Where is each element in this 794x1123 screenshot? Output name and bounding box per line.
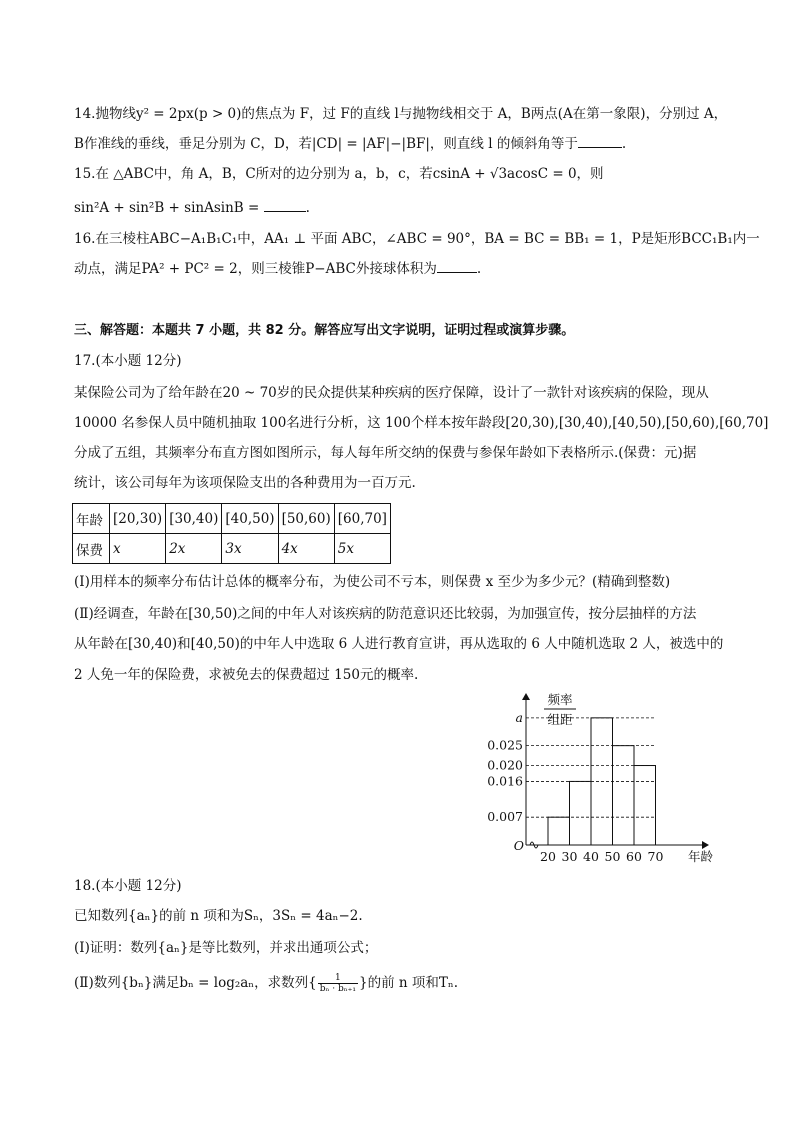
y-axis-label-denominator: 组距 bbox=[547, 712, 573, 727]
p17-stem-line-1: 某保险公司为了给年龄在20 ~ 70岁的民众提供某种疾病的医疗保障，设计了一款针对该疾病的保险，现从 bbox=[74, 385, 709, 401]
x-tick-labels bbox=[540, 849, 663, 864]
y-tick-label: 0.016 bbox=[487, 773, 523, 789]
p18-part2 bbox=[74, 973, 458, 994]
frequency-histogram bbox=[480, 682, 730, 870]
table-cell: [50,60) bbox=[278, 504, 334, 534]
p14-line2-text: B作准线的垂线，垂足分别为 C，D，若|CD| = |AF|−|BF|，则直线 l 的倾斜角等于 bbox=[74, 136, 578, 152]
p15-line2-end: . bbox=[305, 200, 310, 216]
p15-line2-text: sin²A + sin²B + sinAsinB = bbox=[74, 200, 260, 216]
p18-header: 18.(本小题 12分) bbox=[74, 878, 182, 894]
y-tick-label: 0.020 bbox=[487, 757, 523, 773]
table-cell: 5x bbox=[334, 534, 390, 564]
histogram-bar bbox=[613, 746, 635, 845]
section-3-heading: 三、解答题：本题共 7 小题，共 82 分。解答应写出文字说明，证明过程或演算步骤。 bbox=[74, 323, 575, 338]
table-row bbox=[73, 504, 391, 534]
table-cell: 2x bbox=[166, 534, 222, 564]
p16-line2-text: 动点，满足PA² + PC² = 2，则三棱锥P−ABC外接球体积为 bbox=[74, 261, 437, 277]
table-header-cell: 保费 bbox=[73, 534, 110, 564]
p14-line2-end: . bbox=[621, 136, 627, 152]
p14-line2 bbox=[74, 133, 626, 154]
answer-blank bbox=[578, 133, 622, 148]
x-tick-label: 20 bbox=[540, 849, 556, 864]
x-tick-label: 60 bbox=[626, 849, 642, 864]
p18-stem: 已知数列{aₙ}的前 n 项和为Sₙ，3Sₙ = 4aₙ−2. bbox=[74, 908, 363, 924]
answer-blank bbox=[264, 197, 306, 212]
table-cell: 3x bbox=[222, 534, 278, 564]
histogram-bar bbox=[548, 817, 570, 845]
histogram-bar bbox=[634, 766, 656, 845]
answer-blank bbox=[437, 258, 477, 273]
y-tick-label: 0.025 bbox=[487, 737, 523, 753]
p16-line2-end: . bbox=[476, 261, 482, 277]
table-row bbox=[73, 534, 391, 564]
p18-part1: (Ⅰ)证明：数列{aₙ}是等比数列，并求出通项公式； bbox=[74, 940, 378, 956]
table-cell: [20,30) bbox=[110, 504, 166, 534]
fraction-denominator: bₙ · bₙ₊₁ bbox=[319, 984, 356, 994]
histogram-bar bbox=[570, 781, 592, 845]
x-axis-label: 年龄 bbox=[688, 849, 714, 864]
p18-part2-pre: (Ⅱ)数列{bₙ}满足bₙ = log₂aₙ，求数列{ bbox=[74, 975, 317, 991]
x-tick-label: 40 bbox=[583, 849, 599, 864]
origin-label: O bbox=[513, 838, 524, 853]
p17-part2-line-3: 2 人免一年的保险费，求被免去的保费超过 150元的概率. bbox=[74, 667, 419, 683]
p16-line1: 16.在三棱柱ABC−A₁B₁C₁中，AA₁ ⊥ 平面 ABC，∠ABC = 90°，BA = BC = BB₁ = 1，P是矩形BCC₁B₁内一 bbox=[74, 231, 760, 247]
x-tick-label: 70 bbox=[647, 849, 664, 864]
fraction-numerator: 1 bbox=[318, 973, 358, 984]
p18-part2-post: }的前 n 项和Tₙ. bbox=[359, 975, 459, 991]
x-tick-label: 30 bbox=[561, 849, 578, 864]
fee-table bbox=[72, 503, 391, 564]
y-axis-label-numerator: 频率 bbox=[547, 692, 573, 707]
p16-line2 bbox=[74, 258, 481, 279]
x-tick-label: 50 bbox=[604, 849, 621, 864]
table-cell: x bbox=[110, 534, 166, 564]
p15-line2 bbox=[74, 197, 310, 218]
reciprocal-fraction bbox=[318, 973, 358, 994]
table-cell: [60,70] bbox=[334, 504, 390, 534]
y-tick-label: a bbox=[515, 709, 523, 725]
table-header-cell: 年龄 bbox=[73, 504, 110, 534]
p17-part1: (Ⅰ)用样本的频率分布估计总体的概率分布，为使公司不亏本，则保费 x 至少为多少元？(精确到整数) bbox=[74, 574, 671, 590]
y-tick-label: 0.007 bbox=[487, 809, 523, 825]
p15-line1: 15.在 △ABC中，角 A，B，C所对的边分别为 a，b，c，若csinA + √3acosC = 0，则 bbox=[74, 166, 604, 182]
p14-line1: 14.抛物线y² = 2px(p > 0)的焦点为 F，过 F的直线 l与抛物线相交于 A，B两点(A在第一象限)，分别过 A， bbox=[74, 106, 728, 122]
p17-stem-line-2: 10000 名参保人员中随机抽取 100名进行分析，这 100个样本按年龄段[20,30),[30,40),[40,50),[50,60),[60,70] bbox=[74, 415, 769, 431]
p17-part2-line-1: (Ⅱ)经调查，年龄在[30,50)之间的中年人对该疾病的防范意识还比较弱，为加强宣传，按分层抽样的方法 bbox=[74, 606, 697, 622]
p17-part2-line-2: 从年龄在[30,40)和[40,50)的中年人中选取 6 人进行教育宣讲，再从选取的 6 人中随机选取 2 人，被选中的 bbox=[74, 636, 724, 652]
table-cell: [30,40) bbox=[166, 504, 222, 534]
p17-stem-line-3: 分成了五组，其频率分布直方图如图所示，每人每年所交纳的保费与参保年龄如下表格所示.(保费：元)据 bbox=[74, 445, 697, 461]
table-cell: [40,50) bbox=[222, 504, 278, 534]
p17-header: 17.(本小题 12分) bbox=[74, 353, 182, 369]
table-cell: 4x bbox=[278, 534, 334, 564]
y-axis-label bbox=[544, 692, 576, 727]
p17-stem-line-4: 统计，该公司每年为该项保险支出的各种费用为一百万元. bbox=[74, 475, 416, 491]
